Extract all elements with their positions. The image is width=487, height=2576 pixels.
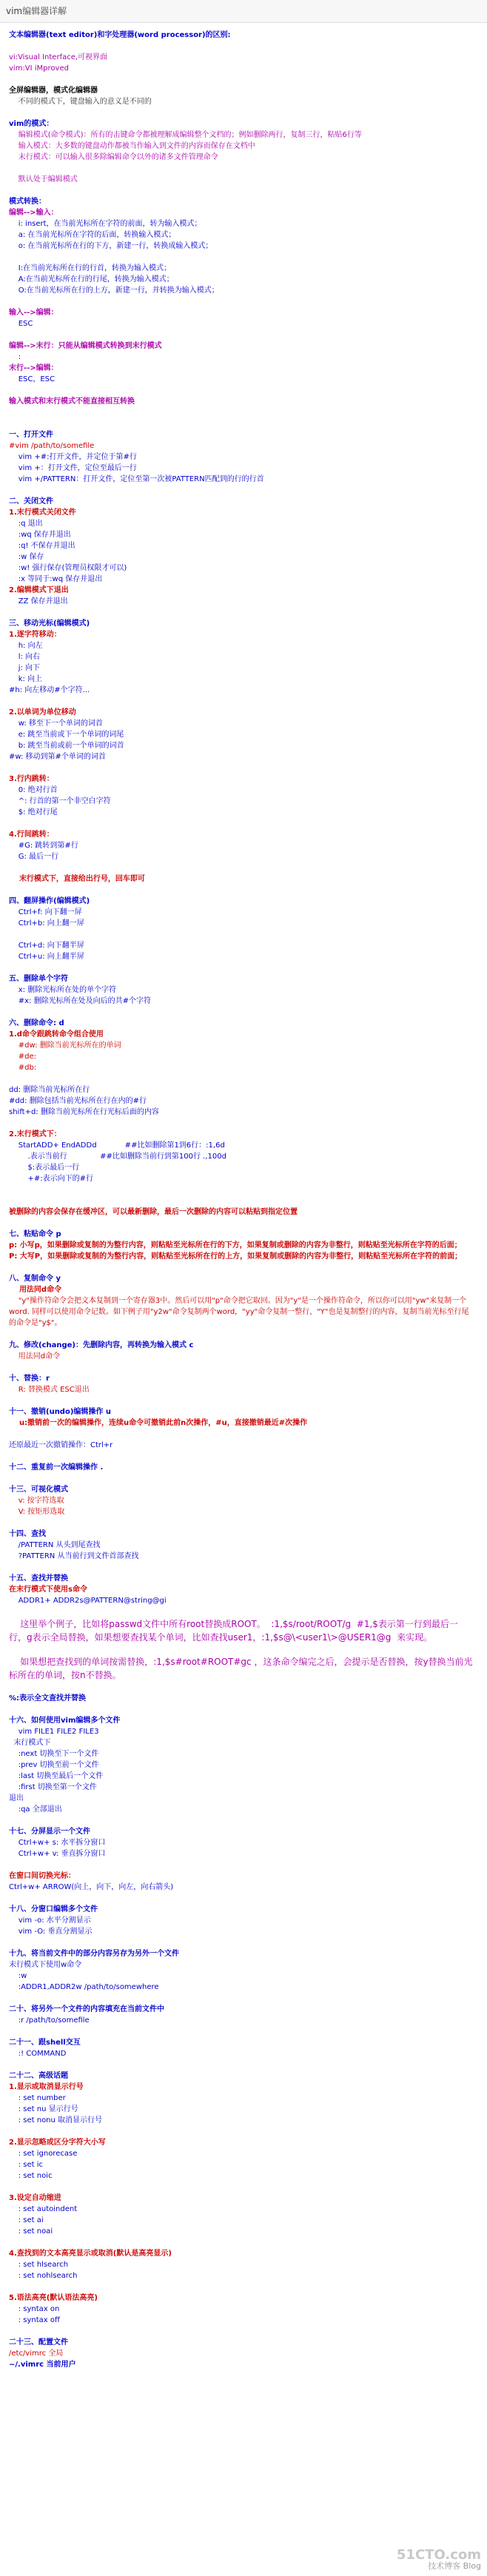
blank-line xyxy=(9,1195,475,1207)
text-line: #x: 删除光标所在处及向后的共#个字符 xyxy=(9,997,151,1005)
text-line: 十九、将当前文件中的部分内容另存为另外一个文件 xyxy=(9,1950,179,1958)
page-title: vim编辑器详解 xyxy=(6,6,67,16)
text-line: 退出 xyxy=(9,1794,24,1802)
text-line: w: 移至下一个单词的词首 xyxy=(9,720,103,728)
text-line: :ADDR1,ADDR2w /path/to/somewhere xyxy=(9,1983,159,1991)
text-line: 不同的模式下，键盘输入的意义是不同的 xyxy=(9,98,152,106)
article-body xyxy=(9,30,475,2370)
blank-line xyxy=(9,1184,475,1195)
blank-line xyxy=(9,1218,475,1229)
title-bar xyxy=(0,0,487,23)
blank-line xyxy=(9,1473,475,1484)
blank-line xyxy=(9,1073,475,1084)
text-line: 四、翻屏操作(编辑模式) xyxy=(9,897,90,905)
text-line: $: 绝对行尾 xyxy=(9,808,58,816)
text-line: 用法同d命令 xyxy=(9,1286,62,1294)
text-line: : set ignorecase xyxy=(9,2150,78,2158)
blank-line xyxy=(9,1993,475,2004)
text-line: 十二、重复前一次编辑操作 . xyxy=(9,1463,104,1472)
text-line: :w xyxy=(9,1972,27,1980)
text-line: 0: 绝对行首 xyxy=(9,786,58,794)
text-line: 二十三、配置文件 xyxy=(9,2338,68,2347)
text-line: #w: 移动到第#个单词的词首 xyxy=(9,753,106,761)
blank-line xyxy=(9,862,475,873)
text-line: 二十二、高级话题 xyxy=(9,2072,68,2080)
text-line: #h: 向左移动#个字符... xyxy=(9,686,90,694)
text-line: 末行模式：可以输入很多除编辑命令以外的诸多文件管理命令 xyxy=(9,153,218,161)
text-line: 十三、可视化模式 xyxy=(9,1486,68,1494)
text-line: shift+d: 删除当前光标所在行光标后面的内容 xyxy=(9,1108,159,1116)
text-line: o: 在当前光标所在行的下方，新建一行，转换成输入模式； xyxy=(9,242,213,250)
site-watermark xyxy=(397,2549,481,2572)
blank-line xyxy=(9,962,475,973)
blank-line xyxy=(9,163,475,174)
blank-line xyxy=(9,2281,475,2292)
text-line: : set hlsearch xyxy=(9,2261,69,2269)
text-line: : syntax on xyxy=(9,2305,60,2313)
blank-line xyxy=(9,1262,475,1273)
text-line: 2.编辑模式下退出 xyxy=(9,586,69,594)
blank-line xyxy=(9,929,475,940)
text-line: 在末行模式下使用s命令 xyxy=(9,1586,87,1594)
text-line: x: 删除光标所在处的单个字符 xyxy=(9,986,117,994)
text-line: : set autoindent xyxy=(9,2205,78,2213)
text-line: 二、关闭文件 xyxy=(9,497,53,506)
text-line: v: 按字符选取 xyxy=(9,1497,64,1505)
blank-line xyxy=(9,2237,475,2248)
text-line: Ctrl+w+ v: 垂直拆分窗口 xyxy=(9,1850,106,1858)
text-line: 1.d命令跟跳转命令组合使用 xyxy=(9,1030,104,1039)
blank-line xyxy=(9,252,475,263)
text-line: +#:表示向下的#行 xyxy=(9,1175,93,1183)
text-line: : set noai xyxy=(9,2227,53,2235)
text-line: O:在当前光标所在行的上方，新建一行，并转换为输入模式； xyxy=(9,286,219,295)
text-line: :w 保存 xyxy=(9,553,44,561)
text-line: 一、打开文件 xyxy=(9,431,53,439)
blank-line xyxy=(9,74,475,85)
text-line: 末行模式下 xyxy=(9,1739,51,1747)
text-line: : set ic xyxy=(9,2161,44,2169)
text-line: .表示当前行 ##比如删除当前行到第100行 .,100d xyxy=(9,1153,226,1161)
text-line: : set number xyxy=(9,2094,66,2102)
text-line: 末行-->编辑： xyxy=(9,364,58,372)
text-line: :w! 强行保存(管理员权限才可以) xyxy=(9,564,127,572)
text-line: 八、复制命令 y xyxy=(9,1275,61,1283)
text-line: :r /path/to/somefile xyxy=(9,2016,90,2025)
text-line: u:撤销前一次的编辑操作，连续u命令可撤销此前n次操作，#u，直接撤销最近#次操作 xyxy=(9,1419,308,1427)
text-line: vim -o: 水平分割显示 xyxy=(9,1916,91,1925)
text-line: 输入-->编辑： xyxy=(9,309,58,317)
blank-line xyxy=(9,696,475,707)
blank-line xyxy=(9,1562,475,1573)
blank-line xyxy=(9,385,475,396)
text-line: "y"操作符命令会把文本复制到一个寄存器3中。然后可以用"p"命令把它取回。因为"y"是一个操作符命令，所以你可以用"yw"来复制一个word. 同样可以使用命令记数。如下例子用"y2w"命令复制两个word，"yy"命令复制一整行，"Y"也是复制整行的内容，复制当前光标至行尾的命令是"y$"。 xyxy=(9,1297,469,1327)
text-line: I:在当前光标所在行的行首，转换为输入模式； xyxy=(9,264,172,272)
text-line: 全屏编辑器，模式化编辑器 xyxy=(9,87,98,95)
blank-line xyxy=(9,1893,475,1904)
text-line: #dd: 删除包括当前光标所在行在内的#行 xyxy=(9,1097,147,1105)
text-line: /etc/vimrc 全局 xyxy=(9,2349,64,2358)
blank-line xyxy=(9,1682,475,1693)
text-line: 3.行内跳转： xyxy=(9,775,54,783)
text-line: 十、替换：r xyxy=(9,1375,50,1383)
blank-line xyxy=(9,1517,475,1529)
text-line: 二十、将另外一个文件的内容填充在当前文件中 xyxy=(9,2005,164,2013)
text-line: :qa 全部退出 xyxy=(9,1805,62,1814)
text-line: 3.设定自动缩进 xyxy=(9,2194,61,2202)
blank-line xyxy=(9,2181,475,2193)
text-line: 默认处于编辑模式 xyxy=(9,175,78,184)
text-line: 2.显示忽略或区分字符大小写 xyxy=(9,2139,106,2147)
text-line: 如果想把查找到的单词按需替换，:1,$s#root#ROOT#gc ，这条命令编完之后，会提示是否替换，按y替换当前光标所在的单词，按n不替换。 xyxy=(9,1657,473,1680)
text-line: ESC，ESC xyxy=(9,375,56,383)
text-line: 4.查找到的文本高亮显示或取消(默认是高亮显示) xyxy=(9,2250,172,2258)
text-line: #G: 跳转到第#行 xyxy=(9,842,78,850)
text-line: 在窗口间切换光标： xyxy=(9,1872,75,1880)
blank-line xyxy=(9,1937,475,1948)
text-line: 六、删除命令: d xyxy=(9,1019,64,1027)
text-line: /PATTERN 从头到尾查找 xyxy=(9,1541,101,1549)
text-line: 输入模式和末行模式不能直接相互转换 xyxy=(9,398,135,406)
text-line: vi:Visual Interface,可视界面 xyxy=(9,53,108,61)
text-line: i: insert，在当前光标所在字符的前面，转为输入模式； xyxy=(9,220,202,228)
text-line: vim +#:打开文件，并定位于第#行 xyxy=(9,453,137,461)
text-line: 十八、分窗口编辑多个文件 xyxy=(9,1905,98,1913)
text-line: 十一、撤销(undo)编辑操作 u xyxy=(9,1408,112,1416)
blank-line xyxy=(9,1395,475,1406)
text-line: 编辑-->输入： xyxy=(9,209,58,217)
text-line: Ctrl+b: 向上翻一屏 xyxy=(9,919,84,928)
text-line: : xyxy=(9,353,21,361)
blank-line xyxy=(9,2026,475,2037)
blank-line xyxy=(9,407,475,418)
text-line: 2.以单词为单位移动 xyxy=(9,708,76,717)
text-line: vim的模式： xyxy=(9,120,54,128)
text-line: e: 跳至当前或下一个单词的词尾 xyxy=(9,731,124,739)
text-line: 模式转换： xyxy=(9,198,46,206)
text-line: :last 切换至最后一个文件 xyxy=(9,1772,104,1780)
text-line: ~/.vimrc 当前用户 xyxy=(9,2361,76,2369)
text-line: 这里举个例子，比如将passwd文件中所有root替换成ROOT。 :1,$s/root/ROOT/g #1,$表示第一行到最后一行，g表示全局替换，如果想要查找某个单词，比如查找user1，:1,$s@\<user1\>@USER1@g 来实现。 xyxy=(9,1619,458,1643)
text-line: ZZ 保存并退出 xyxy=(9,597,68,606)
text-line: vim:VI iMproved xyxy=(9,64,69,73)
site-logo: 51CTO.com xyxy=(396,2547,481,2563)
blank-line xyxy=(9,2326,475,2337)
blank-line xyxy=(9,1451,475,1462)
blank-line xyxy=(9,107,475,118)
blank-line xyxy=(9,818,475,829)
site-tagline: 技术博客 Blog xyxy=(428,2561,481,2571)
text-line: 十五、查找并替换 xyxy=(9,1574,68,1583)
text-line: 1.逐字符移动： xyxy=(9,631,61,639)
text-line: %:表示全文查找并替换 xyxy=(9,1694,87,1703)
blank-line xyxy=(9,1118,475,1129)
text-line: 1.显示或取消显示行号 xyxy=(9,2083,84,2091)
blank-line xyxy=(9,1859,475,1871)
text-line: #de: xyxy=(9,1053,36,1061)
text-line: $:表示最后一行 xyxy=(9,1164,80,1172)
text-line: h: 向左 xyxy=(9,642,43,650)
text-line: :wq 保存并退出 xyxy=(9,531,71,539)
text-line: P: 大写P，如果删除或复制的为整行内容，则粘贴至光标所在行的上方，如果复制或删除的内容为非整行，则粘贴至光标所在字符的前面； xyxy=(9,1252,463,1261)
text-line: #vim /path/to/somefile xyxy=(9,442,95,450)
text-line: vim -O: 垂直分割显示 xyxy=(9,1928,93,1936)
blank-line xyxy=(9,296,475,307)
text-line: 五、删除单个字符 xyxy=(9,975,68,983)
text-line: 三、移动光标(编辑模式) xyxy=(9,620,90,628)
blank-line xyxy=(9,1362,475,1373)
blank-line xyxy=(9,1644,475,1655)
text-line: ^: 行首的第一个非空白字符 xyxy=(9,797,111,805)
text-line: 5.语法高亮(默认语法高亮) xyxy=(9,2294,98,2302)
blank-line xyxy=(9,1606,475,1617)
text-line: ESC xyxy=(9,320,33,328)
text-line: ?PATTERN 从当前行到文件首部查找 xyxy=(9,1552,139,1560)
blank-line xyxy=(9,185,475,196)
text-line: vim +/PATTERN：打开文件，定位至第一次被PATTERN匹配到的行的行首 xyxy=(9,475,264,483)
text-line: 2.末行模式下： xyxy=(9,1130,61,1138)
text-line: R: 替换模式 ESC退出 xyxy=(9,1386,90,1394)
blank-line xyxy=(9,1329,475,1340)
text-line: 十六、如何使用vim编辑多个文件 xyxy=(9,1717,121,1725)
text-line: :! COMMAND xyxy=(9,2050,67,2058)
blank-line xyxy=(9,1704,475,1715)
text-line: V: 按矩形选取 xyxy=(9,1508,65,1516)
text-line: : set nu 显示行号 xyxy=(9,2105,78,2113)
text-line: p: 小写p，如果删除或复制的为整行内容，则粘贴至光标所在行的下方，如果复制或删除的内容为非整行，则粘贴至光标所在字符的后面； xyxy=(9,1241,462,1250)
blank-line xyxy=(9,1429,475,1440)
text-line: ADDR1+ ADDR2s@PATTERN@string@gi xyxy=(9,1597,167,1605)
text-line: 编辑-->末行：只能从编辑模式转换到末行模式 xyxy=(9,342,162,350)
text-line: k: 向上 xyxy=(9,675,43,683)
text-line: l: 向右 xyxy=(9,653,41,661)
text-line: :first 切换至第一个文件 xyxy=(9,1783,97,1791)
blank-line xyxy=(9,2126,475,2137)
text-line: 九、修改(change)：先删除内容，再转换为输入模式 c xyxy=(9,1341,194,1349)
blank-line xyxy=(9,1007,475,1018)
blank-line xyxy=(9,607,475,618)
text-line: A:在当前光标所在行的行尾，转换为输入模式； xyxy=(9,275,174,284)
text-line: G: 最后一行 xyxy=(9,853,59,861)
blank-line xyxy=(9,418,475,429)
blank-line xyxy=(9,485,475,496)
text-line: j: 向下 xyxy=(9,664,41,672)
text-line: 末行模式下使用w命令 xyxy=(9,1961,82,1969)
blank-line xyxy=(9,762,475,774)
text-line: : set noic xyxy=(9,2172,53,2180)
blank-line xyxy=(9,41,475,52)
text-line: a: 在当前光标所在字符的后面，转换输入模式； xyxy=(9,231,176,239)
text-line: :q! 不保存并退出 xyxy=(9,542,75,550)
text-line: Ctrl+d: 向下翻半屏 xyxy=(9,942,84,950)
text-line: Ctrl+w+ ARROW(向上，向下，向左，向右箭头) xyxy=(9,1883,174,1891)
blank-line xyxy=(9,2059,475,2070)
text-line: 文本编辑器(text editor)和字处理器(word processor)的区别: xyxy=(9,31,231,39)
text-line: 末行模式下，直接给出行号，回车即可 xyxy=(9,875,145,883)
text-line: 1.末行模式关闭文件 xyxy=(9,509,76,517)
text-line: :x 等同于:wq 保存并退出 xyxy=(9,575,103,583)
text-line: 还原最近一次撤销操作：Ctrl+r xyxy=(9,1441,113,1449)
text-line: 用法同d命令 xyxy=(9,1352,61,1361)
text-line: 被删除的内容会保存在缓冲区，可以最新删除，最后一次删除的内容可以粘贴到指定位置 xyxy=(9,1208,298,1216)
text-line: Ctrl+f: 向下翻一屏 xyxy=(9,908,82,916)
text-line: 二十一、跟shell交互 xyxy=(9,2039,81,2047)
text-line: : set nohlsearch xyxy=(9,2272,78,2280)
text-line: #db: xyxy=(9,1064,37,1072)
text-line: :next 切换至下一个文件 xyxy=(9,1750,99,1758)
text-line: vim FILE1 FILE2 FILE3 xyxy=(9,1728,99,1736)
text-line: dd: 删除当前光标所在行 xyxy=(9,1086,90,1094)
text-line: : set nonu 取消显示行号 xyxy=(9,2116,103,2124)
text-line: StartADD+ EndADDd ##比如删除第1到6行：:1,6d xyxy=(9,1141,225,1150)
text-line: 七、粘贴命令 p xyxy=(9,1230,61,1238)
text-line: #dw: 删除当前光标所在的单词 xyxy=(9,1042,121,1050)
text-line: :q 退出 xyxy=(9,520,43,528)
text-line: Ctrl+w+ s: 水平拆分窗口 xyxy=(9,1839,106,1847)
text-line: 4.行间跳转： xyxy=(9,831,54,839)
text-line: 编辑模式(命令模式)：所有的击键命令都被理解成编辑整个文档的；例如删除两行，复制三行，粘贴6行等 xyxy=(9,131,362,139)
text-line: Ctrl+u: 向上翻半屏 xyxy=(9,953,84,961)
text-line: 输入模式：大多数的键盘动作都被当作输入到文件的内容而保存在文档中 xyxy=(9,142,255,150)
blank-line xyxy=(9,885,475,896)
blank-line xyxy=(9,329,475,341)
text-line: :prev 切换至前一个文件 xyxy=(9,1761,99,1769)
text-line: 十七、分屏显示一个文件 xyxy=(9,1828,90,1836)
text-line: : set ai xyxy=(9,2216,44,2224)
text-line: : syntax off xyxy=(9,2316,60,2324)
text-line: 十四、查找 xyxy=(9,1530,46,1538)
text-line: b: 跳至当前或前一个单词的词首 xyxy=(9,742,124,750)
text-line: vim +：打开文件，定位至最后一行 xyxy=(9,464,137,472)
blank-line xyxy=(9,1815,475,1826)
